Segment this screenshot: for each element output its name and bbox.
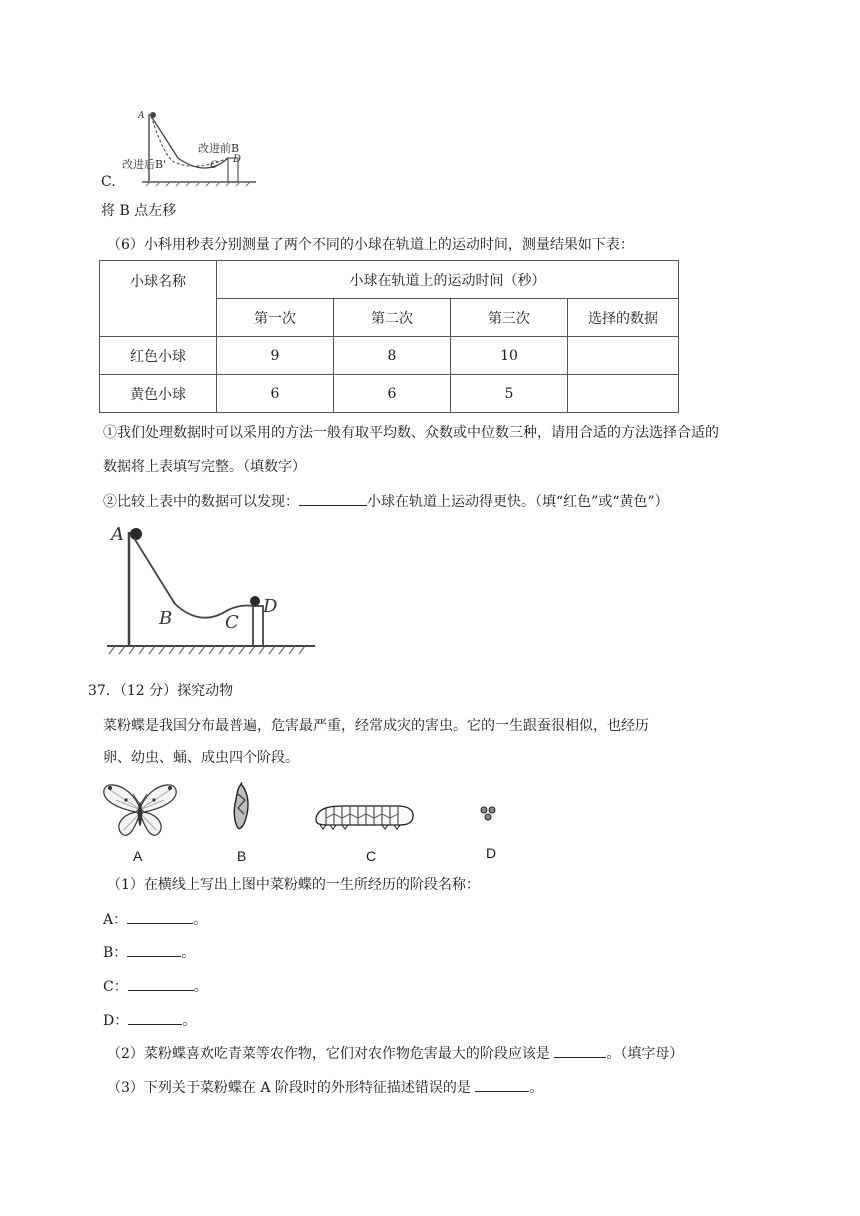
answer-end: 。 bbox=[193, 912, 208, 928]
row-name: 黄色小球 bbox=[100, 375, 217, 413]
fig-top-label-c: C bbox=[210, 160, 218, 171]
caterpillar-illustration bbox=[312, 800, 416, 832]
cell-chosen[interactable] bbox=[568, 375, 679, 413]
answer-line-c bbox=[103, 976, 208, 997]
answer-line-a bbox=[103, 909, 207, 930]
q6-intro: （6）小科用秒表分别测量了两个不同的小球在轨道上的运动时间，测量结果如下表： bbox=[107, 237, 634, 253]
q6-1-line1: ①我们处理数据时可以采用的方法一般有取平均数、众数或中位数三种，请用合适的方法选择合适的 bbox=[103, 425, 719, 441]
q3-pre: （3）下列关于菜粉蝶在 A 阶段时的外形特征描述错误的是 bbox=[107, 1080, 476, 1096]
q6-1-line2: 数据将上表填写完整。（填数字） bbox=[103, 459, 306, 475]
q6-2-post: 小球在轨道上运动得更快。（填“红色”或“黄色”） bbox=[367, 494, 669, 510]
answer-blank[interactable] bbox=[554, 1043, 606, 1058]
option-c-text: 将 B 点左移 bbox=[101, 203, 177, 219]
track-label-b: B bbox=[159, 608, 173, 629]
answer-blank[interactable] bbox=[128, 976, 194, 991]
q37-intro-2: 卵、幼虫、蛹、成虫四个阶段。 bbox=[103, 750, 299, 766]
pupa-illustration bbox=[228, 782, 254, 832]
col-name-header: 小球名称 bbox=[100, 261, 217, 337]
answer-end: 。 bbox=[193, 979, 208, 995]
table-row bbox=[100, 337, 679, 375]
stage-label-c: C bbox=[366, 848, 377, 864]
fig-top-label-before: 改进前B bbox=[198, 142, 240, 155]
sub-header-3: 第三次 bbox=[451, 299, 568, 337]
sub-header-1: 第一次 bbox=[217, 299, 334, 337]
option-c-label: C. bbox=[101, 174, 116, 190]
answer-end: 。 bbox=[181, 945, 196, 961]
q37-intro-1: 菜粉蝶是我国分布最普遍，危害最严重，经常成灾的害虫。它的一生跟蚕很相似，也经历 bbox=[103, 718, 649, 734]
answer-blank[interactable] bbox=[475, 1077, 529, 1092]
answer-label: A： bbox=[103, 912, 128, 928]
sub-header-4: 选择的数据 bbox=[568, 299, 679, 337]
table-row bbox=[100, 375, 679, 413]
fig-top-label-d: D bbox=[233, 154, 242, 165]
row-name: 红色小球 bbox=[100, 337, 217, 375]
cell-t2: 8 bbox=[334, 337, 451, 375]
cell-t3: 10 bbox=[451, 337, 568, 375]
answer-label: B： bbox=[103, 945, 128, 961]
cell-chosen[interactable] bbox=[568, 337, 679, 375]
col-group-header: 小球在轨道上的运动时间（秒） bbox=[217, 261, 679, 299]
q2-pre: （2）菜粉蝶喜欢吃青菜等农作物，它们对农作物危害最大的阶段应该是 bbox=[107, 1046, 555, 1062]
improved-track-figure bbox=[116, 106, 260, 188]
cell-t1: 6 bbox=[217, 375, 334, 413]
answer-blank[interactable] bbox=[128, 1010, 182, 1025]
stage-label-b: B bbox=[237, 848, 247, 864]
timing-table bbox=[99, 260, 679, 413]
cell-t2: 6 bbox=[334, 375, 451, 413]
answer-line-d bbox=[103, 1010, 196, 1031]
q2 bbox=[107, 1043, 683, 1064]
fig-top-label-a: A bbox=[138, 111, 145, 121]
q3-post: 。 bbox=[529, 1080, 544, 1096]
q2-post: 。（填字母） bbox=[606, 1046, 684, 1062]
stage-label-d: D bbox=[486, 845, 497, 861]
q1-text: （1）在横线上写出上图中菜粉蝶的一生所经历的阶段名称： bbox=[107, 877, 480, 893]
answer-line-b bbox=[103, 942, 195, 963]
q6-2 bbox=[103, 491, 669, 512]
track-figure bbox=[103, 518, 323, 668]
fig-top-label-after: 改进后B' bbox=[122, 158, 167, 171]
eggs-illustration bbox=[478, 804, 500, 822]
answer-blank[interactable] bbox=[299, 491, 367, 506]
answer-label: D： bbox=[103, 1013, 129, 1029]
answer-end: 。 bbox=[182, 1013, 197, 1029]
track-label-a: A bbox=[111, 524, 124, 545]
stage-label-a: A bbox=[133, 848, 143, 864]
q3 bbox=[107, 1077, 543, 1098]
sub-header-2: 第二次 bbox=[334, 299, 451, 337]
answer-label: C： bbox=[103, 979, 128, 995]
answer-blank[interactable] bbox=[127, 942, 181, 957]
cell-t3: 5 bbox=[451, 375, 568, 413]
answer-blank[interactable] bbox=[127, 909, 193, 924]
q37-title: 37．（12 分）探究动物 bbox=[88, 683, 234, 699]
q6-2-pre: ②比较上表中的数据可以发现： bbox=[103, 494, 299, 510]
cell-t1: 9 bbox=[217, 337, 334, 375]
butterfly-illustration bbox=[100, 778, 180, 846]
track-label-c: C bbox=[225, 612, 239, 633]
track-label-d: D bbox=[263, 596, 278, 617]
